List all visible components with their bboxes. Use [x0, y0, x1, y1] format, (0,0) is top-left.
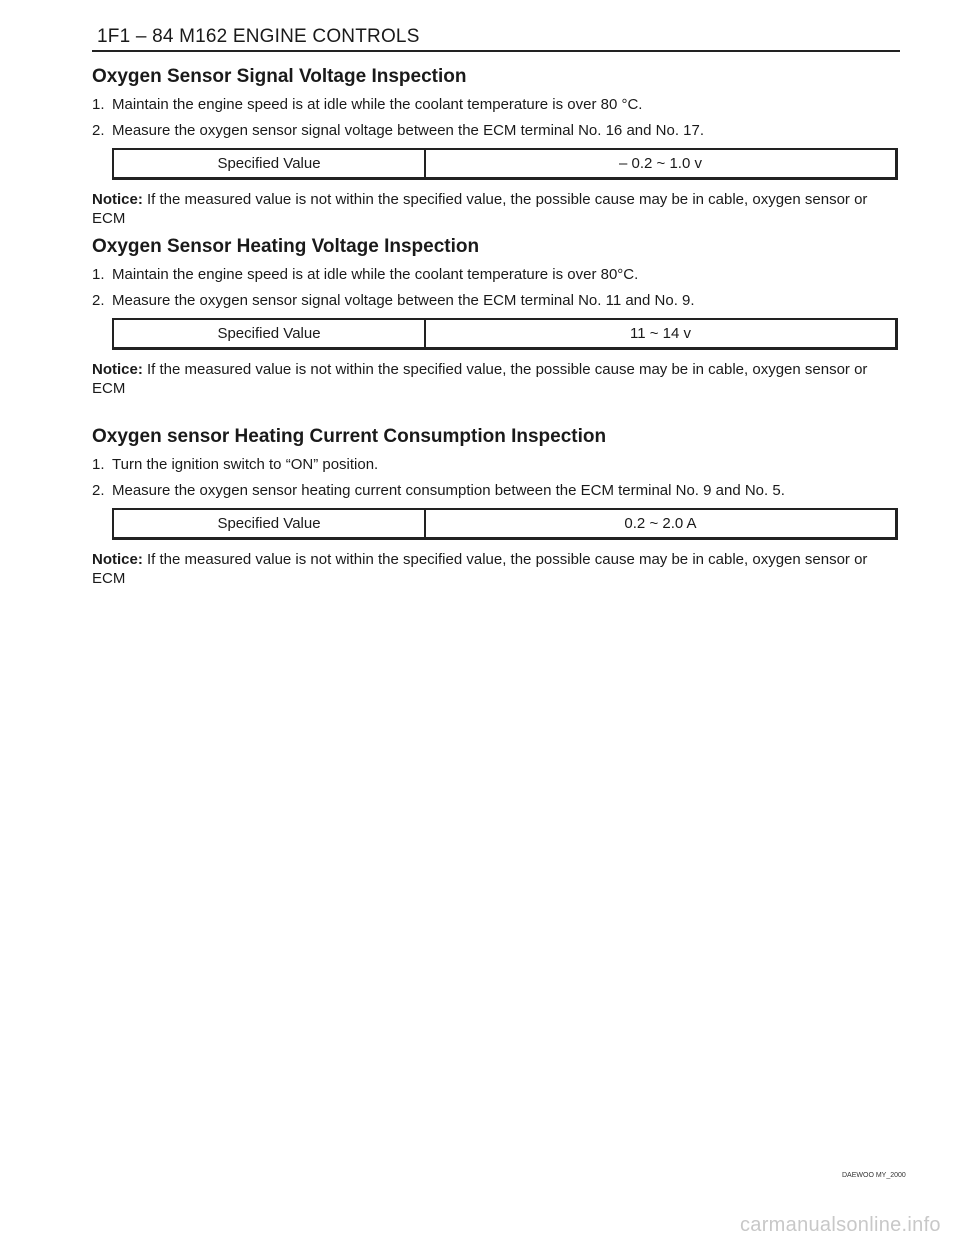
- step-number: 2.: [92, 482, 105, 499]
- step-text: Measure the oxygen sensor signal voltage between the ECM terminal No. 11 and No. 9.: [112, 292, 695, 309]
- spec-label: Specified Value: [114, 510, 426, 537]
- step-number: 1.: [92, 456, 105, 473]
- section-heading: Oxygen Sensor Heating Voltage Inspection: [92, 236, 480, 257]
- header-rule: [92, 50, 900, 52]
- watermark: carmanualsonline.info: [740, 1214, 941, 1236]
- step-text: Turn the ignition switch to “ON” position.: [112, 456, 379, 473]
- notice-text: If the measured value is not within the specified value, the possible cause may be in cable, oxygen sensor or ECM: [92, 361, 868, 397]
- spec-table: [112, 508, 898, 540]
- footer-code: DAEWOO MY_2000: [842, 1172, 906, 1179]
- step-item: [92, 292, 902, 309]
- section-heading: Oxygen Sensor Signal Voltage Inspection: [92, 66, 467, 87]
- step-text: Maintain the engine speed is at idle while the coolant temperature is over 80 °C.: [112, 96, 643, 113]
- spec-label: Specified Value: [114, 150, 426, 177]
- step-item: [92, 456, 902, 473]
- notice: [92, 190, 902, 228]
- step-number: 2.: [92, 122, 105, 139]
- step-text: Measure the oxygen sensor signal voltage between the ECM terminal No. 16 and No. 17.: [112, 122, 705, 139]
- section-gap: [92, 406, 902, 426]
- section-heading: Oxygen sensor Heating Current Consumption Inspection: [92, 426, 607, 447]
- spec-value: 0.2 ~ 2.0 A: [624, 515, 697, 532]
- spec-value: 11 ~ 14 v: [629, 325, 692, 342]
- notice-text: If the measured value is not within the specified value, the possible cause may be in cable, oxygen sensor or ECM: [92, 551, 868, 587]
- step-text: Measure the oxygen sensor heating current consumption between the ECM terminal No. 9 and No. 5.: [112, 482, 785, 499]
- notice: [92, 550, 902, 588]
- section-signal-voltage: [92, 66, 902, 228]
- step-item: [92, 482, 902, 499]
- section-heating-current: [92, 426, 902, 588]
- step-text: Maintain the engine speed is at idle while the coolant temperature is over 80°C.: [112, 266, 639, 283]
- step-item: [92, 122, 902, 139]
- notice-label: Notice:: [92, 361, 143, 378]
- step-item: [92, 266, 902, 283]
- page-content: [92, 66, 902, 596]
- notice-text: If the measured value is not within the specified value, the possible cause may be in cable, oxygen sensor or ECM: [92, 191, 868, 227]
- spec-table: [112, 148, 898, 180]
- spec-table: [112, 318, 898, 350]
- spec-label: Specified Value: [114, 320, 426, 347]
- step-number: 1.: [92, 266, 105, 283]
- step-number: 1.: [92, 96, 105, 113]
- notice-label: Notice:: [92, 191, 143, 208]
- section-heating-voltage: [92, 236, 902, 398]
- notice-label: Notice:: [92, 551, 143, 568]
- notice: [92, 360, 902, 398]
- step-item: [92, 96, 902, 113]
- step-number: 2.: [92, 292, 105, 309]
- page-header: 1F1 – 84 M162 ENGINE CONTROLS: [97, 26, 420, 47]
- spec-value: – 0.2 ~ 1.0 v: [619, 155, 702, 172]
